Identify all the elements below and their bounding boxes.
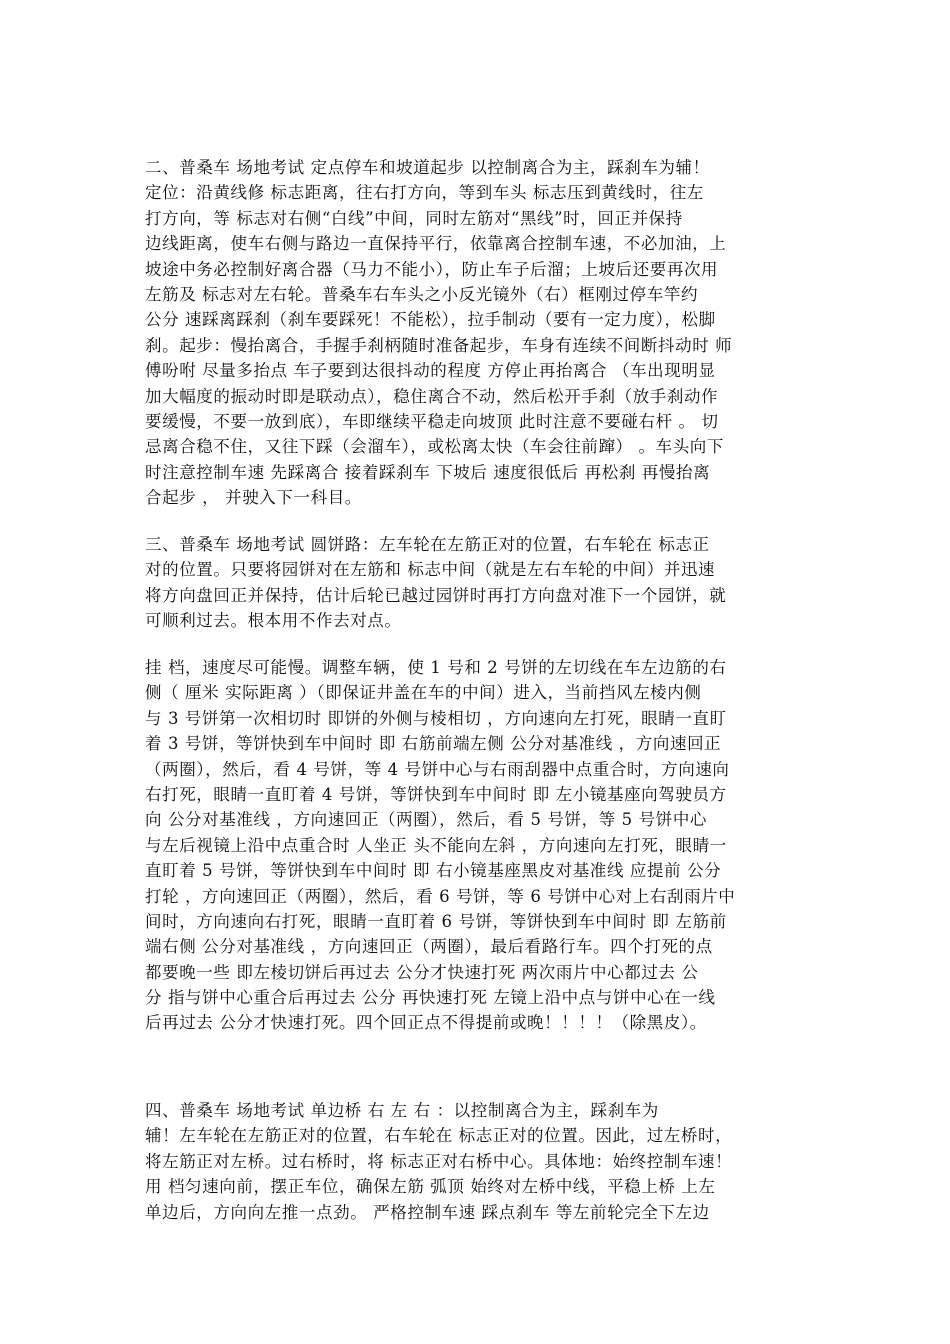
- text-line: 忌离合稳不住，又往下踩（会溜车），或松离太快（车会往前蹿） 。车头向下: [145, 437, 724, 457]
- section-round-cake-details: [145, 655, 815, 1036]
- text-line: 间时，方向速向右打死，眼睛一直盯着 6 号饼，等饼快到车中间时 即 左筋前: [145, 911, 727, 931]
- text-line: 直盯着 5 号饼，等饼快到车中间时 即 右小镜基座黑皮对基准线 应提前 公分: [145, 861, 722, 881]
- text-line: 四、普桑车 场地考试 单边桥 右 左 右 ：以控制离合为主，踩刹车为: [145, 1101, 659, 1120]
- text-line: 分 指与饼中心重合后再过去 公分 再快速打死 左镜上沿中点与饼中心在一线: [145, 988, 716, 1008]
- text-line: 时注意控制车速 先踩离合 接着踩刹车 下坡后 速度很低后 再松刹 再慢抬离: [145, 462, 711, 482]
- text-line: 边线距离，使车右侧与路边一直保持平行，依靠离合控制车速，不必加油，上: [145, 234, 727, 254]
- text-line: 三、普桑车 场地考试 圆饼路：左车轮在左筋正对的位置，右车轮在 标志正: [145, 535, 710, 554]
- text-line: 着 3 号饼，等饼快到车中间时 即 右筋前端左侧 公分对基准线 ，方向速回正: [145, 734, 722, 754]
- text-line: 右打死，眼睛一直盯着 4 号饼，等饼快到车中间时 即 左小镜基座向驾驶员方: [145, 784, 727, 804]
- text-line: 向 公分对基准线 ，方向速回正（两圈），然后，看 5 号饼，等 5 号饼中心: [145, 810, 708, 830]
- text-line: 公分 速踩离踩刹（刹车要踩死！不能松），拉手制动（要有一定力度），松脚: [145, 310, 716, 330]
- text-line: 辅！左车轮在左筋正对的位置，右车轮在 标志正对的位置。因此，过左桥时，: [145, 1126, 733, 1146]
- text-line: 坡途中务必控制好离合器（马力不能小），防止车子后溜；上坡后还要再次用: [145, 259, 719, 279]
- text-line: 端右侧 公分对基准线 ，方向速回正（两圈），最后看路行车。四个打死的点: [145, 937, 713, 957]
- text-line: 合起步 ， 并驶入下一科目。: [145, 488, 362, 508]
- text-line: 左筋及 标志对左右轮。普桑车右车头之小反光镜外（右）框刚过停车竿约: [145, 284, 699, 304]
- text-line: 与左后视镜上沿中点重合时 人坐正 头不能向左斜 ，方向速向左打死，眼睛一: [145, 835, 727, 855]
- text-line: 傅吩咐 尽量多抬点 车子要到达很抖动的程度 方停止再抬离合 （车出现明显: [145, 361, 716, 381]
- text-line: 加大幅度的振动时即是联动点），稳住离合不动，然后松开手刹（放手刹动作: [145, 386, 719, 406]
- text-line: 与 3 号饼第一次相切时 即饼的外侧与棱相切 ，方向速向左打死，眼睛一直盯: [145, 708, 727, 728]
- text-line: 二、普桑车 场地考试 定点停车和坡道起步 以控制离合为主，踩刹车为辅！: [145, 158, 710, 177]
- text-line: 可顺利过去。根本用不作去对点。: [145, 611, 402, 631]
- text-line: 打轮 ，方向速回正（两圈），然后，看 6 号饼，等 6 号饼中心对上右刮雨片中: [145, 886, 736, 906]
- text-line: 将左筋正对左桥。过右桥时，将 标志正对右桥中心。具体地：始终控制车速！: [145, 1151, 733, 1171]
- text-line: 用 档匀速向前，摆正车位，确保左筋 弧顶 始终对左桥中线，平稳上桥 上左: [145, 1177, 716, 1197]
- text-line: 对的位置。只要将园饼对在左筋和 标志中间（就是左右车轮的中间）并迅速: [145, 560, 716, 580]
- text-line: （两圈），然后，看 4 号饼，等 4 号饼中心与右雨刮器中点重合时，方向速向: [145, 759, 730, 779]
- text-line: 打方向，等 标志对右侧“白线”中间，同时左筋对“黑线”时，回正并保持: [145, 208, 683, 228]
- text-line: 后再过去 公分才快速打死。四个回正点不得提前或晚！！！！（除黑皮）。: [145, 1013, 707, 1033]
- text-line: 挂 档，速度尽可能慢。调整车辆，使 1 号和 2 号饼的左切线在车左边筋的右: [145, 658, 727, 677]
- text-line: 都要晚一些 即左棱切饼后再过去 公分才快速打死 两次雨片中心都过去 公: [145, 962, 699, 982]
- section-round-cake-road: [145, 532, 815, 634]
- text-line: 侧（ 厘米 实际距离 ）（即保证井盖在车的中间）进入，当前挡风左棱内侧: [145, 683, 702, 703]
- text-line: 定位：沿黄线修 标志距离，往右打方向，等到车头 标志压到黄线时，往左: [145, 183, 704, 203]
- text-line: 刹。起步：慢抬离合，手握手刹柄随时准备起步，车身有连续不间断抖动时 师: [145, 335, 733, 355]
- section-single-bridge: [145, 1098, 815, 1225]
- text-line: 将方向盘回正并保持，估计后轮已越过园饼时再打方向盘对准下一个园饼，就: [145, 585, 727, 605]
- section-fixed-point-parking: [145, 155, 815, 510]
- text-line: 要缓慢，不要一放到底），车即继续平稳走向坡顶 此时注意不要碰右杆 。 切: [145, 411, 719, 431]
- text-line: 单边后，方向向左推一点劲。 严格控制车速 踩点刹车 等左前轮完全下左边: [145, 1202, 710, 1222]
